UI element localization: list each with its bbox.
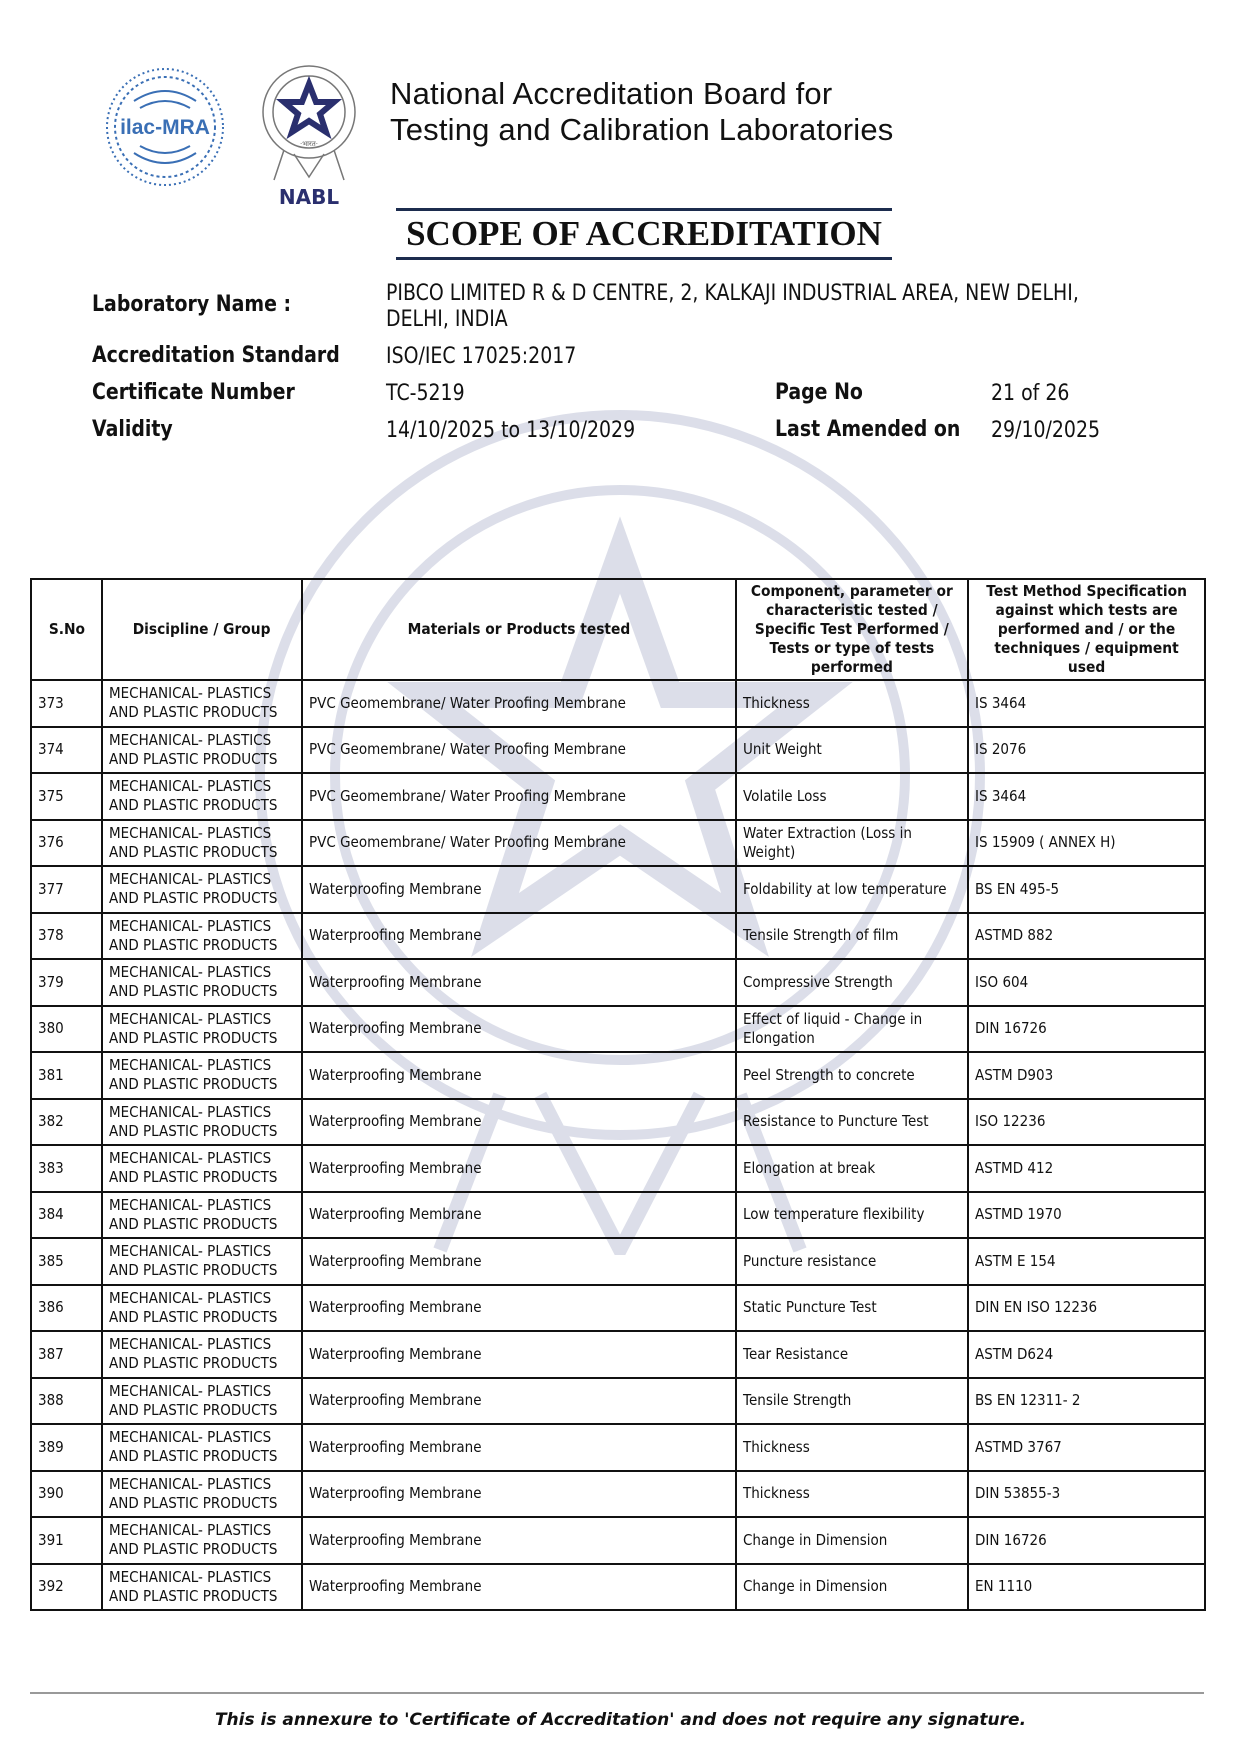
table-header-row xyxy=(31,579,1205,680)
table-row xyxy=(31,680,1205,727)
cell-test-method: IS 3464 xyxy=(968,773,1205,820)
cell-test-method: IS 15909 ( ANNEX H) xyxy=(968,820,1205,867)
cell-material: Waterproofing Membrane xyxy=(302,1378,736,1425)
cell-component: Tensile Strength of film xyxy=(736,913,968,960)
column-header-materials: Materials or Products tested xyxy=(302,579,736,680)
table-row xyxy=(31,1238,1205,1285)
cell-component: Tear Resistance xyxy=(736,1331,968,1378)
cell-test-method: ASTMD 412 xyxy=(968,1145,1205,1192)
cell-component: Volatile Loss xyxy=(736,773,968,820)
document-title: SCOPE OF ACCREDITATION xyxy=(406,214,882,253)
ilac-mra-logo-icon xyxy=(104,66,226,188)
table-row xyxy=(31,1424,1205,1471)
column-header-test-method: Test Method Specification against which tests are performed and / or the techniques / equipment used xyxy=(968,579,1205,680)
board-title xyxy=(390,76,894,148)
cell-discipline: MECHANICAL- PLASTICS AND PLASTIC PRODUCTS xyxy=(102,913,302,960)
cell-discipline: MECHANICAL- PLASTICS AND PLASTIC PRODUCTS xyxy=(102,727,302,774)
cell-material: PVC Geomembrane/ Water Proofing Membrane xyxy=(302,680,736,727)
cell-sno: 386 xyxy=(31,1285,102,1332)
cell-discipline: MECHANICAL- PLASTICS AND PLASTIC PRODUCTS xyxy=(102,1331,302,1378)
cell-material: Waterproofing Membrane xyxy=(302,1285,736,1332)
title-rule-top xyxy=(396,208,892,211)
cell-component: Water Extraction (Loss in Weight) xyxy=(736,820,968,867)
cell-component: Foldability at low temperature xyxy=(736,866,968,913)
cell-sno: 376 xyxy=(31,820,102,867)
cell-test-method: BS EN 12311- 2 xyxy=(968,1378,1205,1425)
column-header-component: Component, parameter or characteristic tested / Specific Test Performed / Tests or type of tests performed xyxy=(736,579,968,680)
board-title-line-1: National Accreditation Board for xyxy=(390,76,833,111)
cell-sno: 378 xyxy=(31,913,102,960)
scope-table xyxy=(30,578,1206,1611)
cell-material: Waterproofing Membrane xyxy=(302,1331,736,1378)
cell-component: Static Puncture Test xyxy=(736,1285,968,1332)
nabl-logo-subtext: ·भारत· xyxy=(299,140,319,148)
cell-sno: 391 xyxy=(31,1517,102,1564)
cell-discipline: MECHANICAL- PLASTICS AND PLASTIC PRODUCTS xyxy=(102,959,302,1006)
cell-material: Waterproofing Membrane xyxy=(302,1424,736,1471)
cell-sno: 383 xyxy=(31,1145,102,1192)
cell-material: Waterproofing Membrane xyxy=(302,1052,736,1099)
cell-test-method: ASTM D903 xyxy=(968,1052,1205,1099)
cell-discipline: MECHANICAL- PLASTICS AND PLASTIC PRODUCTS xyxy=(102,1285,302,1332)
cell-sno: 380 xyxy=(31,1006,102,1053)
cell-sno: 389 xyxy=(31,1424,102,1471)
cell-sno: 392 xyxy=(31,1564,102,1611)
cell-component: Puncture resistance xyxy=(736,1238,968,1285)
table-row xyxy=(31,1006,1205,1053)
cell-material: Waterproofing Membrane xyxy=(302,1564,736,1611)
laboratory-name-label: Laboratory Name : xyxy=(92,292,292,317)
cell-discipline: MECHANICAL- PLASTICS AND PLASTIC PRODUCTS xyxy=(102,680,302,727)
validity-value: 14/10/2025 to 13/10/2029 xyxy=(386,418,636,443)
table-row xyxy=(31,1378,1205,1425)
cell-discipline: MECHANICAL- PLASTICS AND PLASTIC PRODUCTS xyxy=(102,1517,302,1564)
cell-test-method: ASTMD 882 xyxy=(968,913,1205,960)
table-body xyxy=(31,680,1205,1610)
nabl-logo-icon xyxy=(250,62,368,210)
cell-sno: 379 xyxy=(31,959,102,1006)
validity-label: Validity xyxy=(92,417,173,442)
cell-component: Unit Weight xyxy=(736,727,968,774)
cell-discipline: MECHANICAL- PLASTICS AND PLASTIC PRODUCTS xyxy=(102,866,302,913)
cell-test-method: DIN EN ISO 12236 xyxy=(968,1285,1205,1332)
table-row xyxy=(31,1099,1205,1146)
accreditation-standard-value: ISO/IEC 17025:2017 xyxy=(386,344,577,369)
table-row xyxy=(31,959,1205,1006)
cell-test-method: IS 3464 xyxy=(968,680,1205,727)
cell-component: Low temperature flexibility xyxy=(736,1192,968,1239)
cell-material: Waterproofing Membrane xyxy=(302,1517,736,1564)
board-title-line-2: Testing and Calibration Laboratories xyxy=(390,112,894,147)
cell-sno: 388 xyxy=(31,1378,102,1425)
cell-test-method: EN 1110 xyxy=(968,1564,1205,1611)
table-row xyxy=(31,1517,1205,1564)
certificate-number-label: Certificate Number xyxy=(92,380,295,405)
cell-discipline: MECHANICAL- PLASTICS AND PLASTIC PRODUCTS xyxy=(102,1378,302,1425)
cell-sno: 387 xyxy=(31,1331,102,1378)
cell-discipline: MECHANICAL- PLASTICS AND PLASTIC PRODUCTS xyxy=(102,1238,302,1285)
cell-material: Waterproofing Membrane xyxy=(302,913,736,960)
table-row xyxy=(31,1145,1205,1192)
cell-test-method: ISO 604 xyxy=(968,959,1205,1006)
cell-material: PVC Geomembrane/ Water Proofing Membrane xyxy=(302,773,736,820)
footer-note: This is annexure to 'Certificate of Accreditation' and does not require any signature. xyxy=(214,1710,1027,1730)
cell-sno: 373 xyxy=(31,680,102,727)
cell-test-method: ASTMD 1970 xyxy=(968,1192,1205,1239)
table-row xyxy=(31,913,1205,960)
cell-material: PVC Geomembrane/ Water Proofing Membrane xyxy=(302,820,736,867)
cell-material: Waterproofing Membrane xyxy=(302,1099,736,1146)
cell-material: Waterproofing Membrane xyxy=(302,1238,736,1285)
cell-sno: 375 xyxy=(31,773,102,820)
cell-test-method: ASTM E 154 xyxy=(968,1238,1205,1285)
cell-material: Waterproofing Membrane xyxy=(302,1471,736,1518)
certificate-number-value: TC-5219 xyxy=(386,381,465,406)
cell-component: Tensile Strength xyxy=(736,1378,968,1425)
title-rule-bottom xyxy=(396,257,892,260)
table-row xyxy=(31,820,1205,867)
cell-test-method: DIN 53855-3 xyxy=(968,1471,1205,1518)
table-row xyxy=(31,1564,1205,1611)
last-amended-label: Last Amended on xyxy=(775,417,961,442)
table-row xyxy=(31,1192,1205,1239)
cell-test-method: BS EN 495-5 xyxy=(968,866,1205,913)
footer-divider xyxy=(30,1692,1204,1694)
cell-test-method: ISO 12236 xyxy=(968,1099,1205,1146)
last-amended-value: 29/10/2025 xyxy=(991,418,1101,443)
cell-component: Thickness xyxy=(736,1424,968,1471)
table-row xyxy=(31,773,1205,820)
cell-test-method: DIN 16726 xyxy=(968,1517,1205,1564)
laboratory-name-line-1: PIBCO LIMITED R & D CENTRE, 2, KALKAJI INDUSTRIAL AREA, NEW DELHI, xyxy=(386,281,1079,306)
table-row xyxy=(31,1471,1205,1518)
cell-discipline: MECHANICAL- PLASTICS AND PLASTIC PRODUCTS xyxy=(102,773,302,820)
table-row xyxy=(31,727,1205,774)
cell-material: Waterproofing Membrane xyxy=(302,959,736,1006)
table-row xyxy=(31,1331,1205,1378)
cell-discipline: MECHANICAL- PLASTICS AND PLASTIC PRODUCTS xyxy=(102,1145,302,1192)
cell-test-method: IS 2076 xyxy=(968,727,1205,774)
cell-test-method: ASTM D624 xyxy=(968,1331,1205,1378)
accreditation-standard-label: Accreditation Standard xyxy=(92,343,340,368)
cell-sno: 382 xyxy=(31,1099,102,1146)
cell-component: Elongation at break xyxy=(736,1145,968,1192)
table-row xyxy=(31,866,1205,913)
cell-discipline: MECHANICAL- PLASTICS AND PLASTIC PRODUCTS xyxy=(102,1564,302,1611)
table-row xyxy=(31,1052,1205,1099)
column-header-discipline: Discipline / Group xyxy=(102,579,302,680)
cell-sno: 390 xyxy=(31,1471,102,1518)
cell-discipline: MECHANICAL- PLASTICS AND PLASTIC PRODUCTS xyxy=(102,1192,302,1239)
cell-component: Compressive Strength xyxy=(736,959,968,1006)
cell-test-method: ASTMD 3767 xyxy=(968,1424,1205,1471)
page-no-label: Page No xyxy=(775,380,863,405)
cell-discipline: MECHANICAL- PLASTICS AND PLASTIC PRODUCTS xyxy=(102,1052,302,1099)
cell-component: Effect of liquid - Change in Elongation xyxy=(736,1006,968,1053)
page-no-value: 21 of 26 xyxy=(991,381,1070,406)
table-row xyxy=(31,1285,1205,1332)
nabl-logo-text: NABL xyxy=(278,185,340,209)
cell-sno: 377 xyxy=(31,866,102,913)
cell-sno: 385 xyxy=(31,1238,102,1285)
cell-material: Waterproofing Membrane xyxy=(302,1006,736,1053)
cell-component: Peel Strength to concrete xyxy=(736,1052,968,1099)
cell-component: Change in Dimension xyxy=(736,1564,968,1611)
cell-discipline: MECHANICAL- PLASTICS AND PLASTIC PRODUCTS xyxy=(102,1099,302,1146)
column-header-sno: S.No xyxy=(31,579,102,680)
cell-test-method: DIN 16726 xyxy=(968,1006,1205,1053)
cell-material: Waterproofing Membrane xyxy=(302,1192,736,1239)
cell-sno: 374 xyxy=(31,727,102,774)
cell-discipline: MECHANICAL- PLASTICS AND PLASTIC PRODUCTS xyxy=(102,1471,302,1518)
laboratory-name-line-2: DELHI, INDIA xyxy=(386,307,508,332)
cell-component: Resistance to Puncture Test xyxy=(736,1099,968,1146)
cell-sno: 381 xyxy=(31,1052,102,1099)
cell-sno: 384 xyxy=(31,1192,102,1239)
cell-discipline: MECHANICAL- PLASTICS AND PLASTIC PRODUCTS xyxy=(102,1006,302,1053)
cell-discipline: MECHANICAL- PLASTICS AND PLASTIC PRODUCTS xyxy=(102,820,302,867)
ilac-logo-text: ilac-MRA xyxy=(120,116,210,139)
cell-component: Thickness xyxy=(736,1471,968,1518)
cell-discipline: MECHANICAL- PLASTICS AND PLASTIC PRODUCTS xyxy=(102,1424,302,1471)
cell-component: Thickness xyxy=(736,680,968,727)
cell-material: Waterproofing Membrane xyxy=(302,866,736,913)
cell-component: Change in Dimension xyxy=(736,1517,968,1564)
cell-material: PVC Geomembrane/ Water Proofing Membrane xyxy=(302,727,736,774)
cell-material: Waterproofing Membrane xyxy=(302,1145,736,1192)
